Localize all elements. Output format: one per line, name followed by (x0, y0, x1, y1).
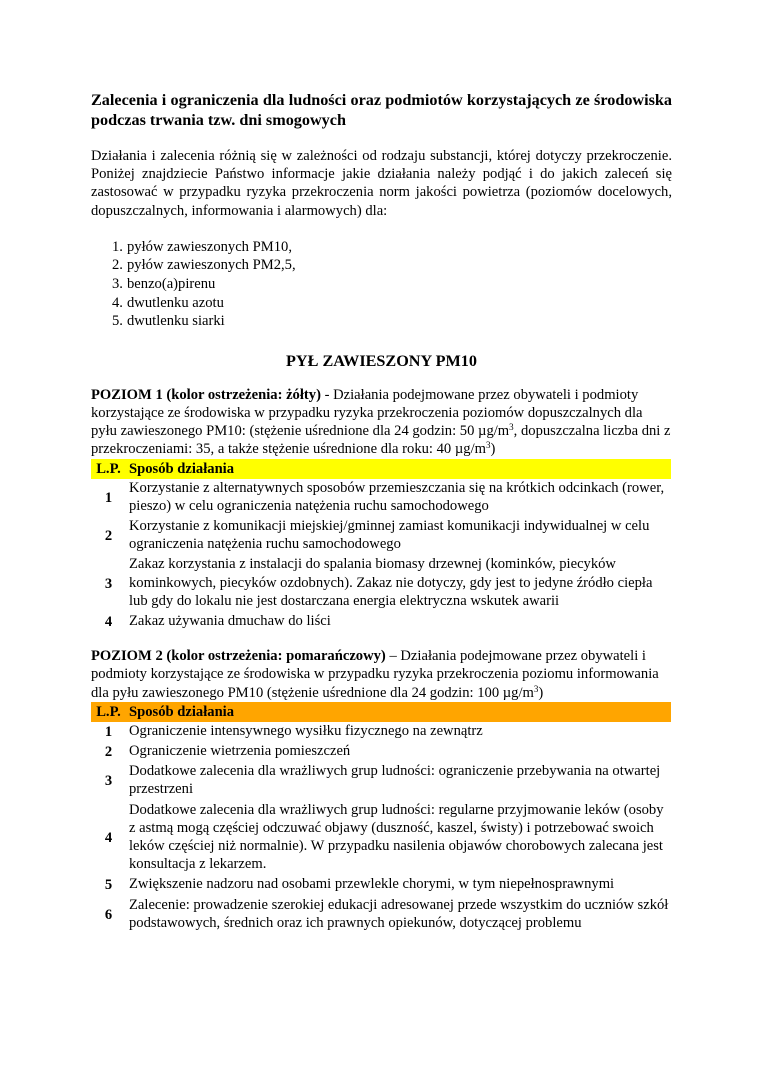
column-header-lp: L.P. (91, 459, 126, 479)
row-number: 4 (104, 614, 113, 631)
document-title: Zalecenia i ograniczenia dla ludności oraz podmiotów korzystających ze środowiska podczas trwania tzw. dni smogowych (91, 91, 672, 129)
table-row (91, 762, 671, 800)
table-row (91, 612, 671, 632)
row-action-text: Ograniczenie intensywnego wysiłku fizycznego na zewnątrz (129, 722, 483, 739)
level1-sup-a: 3 (509, 422, 514, 433)
row-action-text: Korzystanie z komunikacji miejskiej/gminnej zamiast komunikacji indywidualnej w celu ograniczenia natężenia ruchu samochodowego (129, 518, 650, 553)
list-item-number: 3. (112, 276, 123, 292)
table-row (91, 722, 671, 742)
row-action-text: Zalecenie: prowadzenie szerokiej edukacji adresowanej przede wszystkim do uczniów szkół podstawowych, średnich oraz ich prawnych opiekunów, dotyczącej problemu (129, 896, 669, 931)
row-action-text: Ograniczenie wietrzenia pomieszczeń (129, 743, 351, 760)
table-row (91, 875, 671, 895)
list-item (91, 275, 672, 294)
list-item-label: pyłów zawieszonych PM10, (127, 238, 292, 255)
level2-heading: POZIOM 2 (kolor ostrzeżenia: pomarańczowy) (91, 648, 386, 665)
row-action-text: Zakaz korzystania z instalacji do spalania biomasy drzewnej (kominków, piecyków kominkowych, piecyków ozdobnych). Zakaz nie dotyczy, gdy jest to jedyne źródło ciepła lub gdy do lokalu nie jest dostarczana energia elektryczna wskutek awarii (129, 556, 653, 609)
intro-paragraph: Działania i zalecenia różnią się w zależności od rodzaju substancji, której dotyczy przekroczenie. Poniżej znajdziecie Państwo informacje jakie działania należy podjąć i do jakich zaleceń się zastosować w przypadku ryzyka przekroczenia norm jakości powietrza (poziomów docelowych, dopuszczalnych, informowania i alarmowych) dla: (91, 148, 672, 219)
level1-desc-part-a: - Działania podejmowane przez obywateli i podmioty korzystające ze środowiska w przypadku ryzyka przekroczenia poziomów dopuszczalnych dla pyłu zawieszonego PM10: (stężenie uśrednione dla 24 godzin: 50 µg/m (91, 386, 643, 440)
table-row (91, 517, 671, 555)
row-number: 4 (104, 829, 113, 846)
level1-sup-b: 3 (486, 440, 491, 451)
list-item-label: benzo(a)pirenu (127, 276, 216, 292)
list-item-label: dwutlenku siarki (127, 313, 225, 330)
level1-heading: POZIOM 1 (kolor ostrzeżenia: żółty) (91, 386, 321, 403)
row-number: 2 (104, 528, 113, 545)
level2-desc-part-c: ) (538, 684, 544, 701)
table-row (91, 479, 671, 517)
table-header-row (91, 702, 671, 722)
table-header-row (91, 459, 671, 479)
row-number: 6 (104, 906, 113, 923)
row-number: 3 (104, 575, 113, 592)
list-item-number: 5. (112, 313, 123, 330)
list-item (91, 312, 672, 331)
table-row (91, 896, 671, 934)
level2-desc-part-a: – Działania podejmowane przez obywateli i podmioty korzystające ze środowiska w przypadku ryzyka przekroczenia poziomu informowania dla pyłu zawieszonego PM10 (stężenie uśrednione dla 24 godzin: 100 µg/m (91, 648, 659, 701)
list-item-number: 1. (112, 238, 123, 255)
document-page (91, 90, 672, 934)
level1-actions-table (91, 459, 671, 633)
row-number: 3 (104, 773, 113, 790)
level1-description (91, 386, 672, 459)
list-item (91, 256, 672, 275)
list-item (91, 294, 672, 313)
list-item-number: 2. (112, 257, 123, 274)
row-action-text: Korzystanie z alternatywnych sposobów przemieszczania się na krótkich odcinkach (rower, pieszo) w celu ograniczenia natężenia ruchu samochodowego (129, 479, 665, 514)
level2-actions-table (91, 702, 671, 934)
row-action-text: Zakaz używania dmuchaw do liści (129, 613, 331, 630)
substance-list (91, 238, 672, 331)
row-action-text: Zwiększenie nadzoru nad osobami przewlekle chorymi, w tym niepełnosprawnymi (129, 876, 615, 893)
table-row (91, 555, 671, 612)
row-number: 5 (104, 877, 113, 894)
section-title: PYŁ ZAWIESZONY PM10 (286, 351, 477, 370)
table-row (91, 742, 671, 762)
column-header-action: Sposób działania (126, 702, 671, 722)
level2-description (91, 647, 672, 702)
level2-sup-a: 3 (533, 683, 539, 694)
row-action-text: Dodatkowe zalecenia dla wrażliwych grup ludności: regularne przyjmowanie leków (osoby z astmą mogą częściej odczuwać objawy (duszność, kaszel, świsty) i potrzebować swoich leków częściej niż normalnie). W przypadku nasilenia objawów chorobowych zalecana jest konsultacja z lekarzem. (129, 801, 664, 873)
list-item-number: 4. (112, 294, 123, 311)
row-number: 2 (104, 744, 113, 761)
level1-desc-part-c: ) (490, 441, 496, 458)
row-number: 1 (104, 723, 113, 740)
column-header-action: Sposób działania (126, 459, 671, 479)
list-item-label: dwutlenku azotu (127, 294, 224, 311)
table-row (91, 801, 671, 876)
row-action-text: Dodatkowe zalecenia dla wrażliwych grup ludności: ograniczenie przebywania na otwartej przestrzeni (129, 763, 661, 798)
column-header-lp: L.P. (91, 702, 126, 722)
level1-desc-part-b: , dopuszczalna liczba dni z przekroczeniami: 35, a także stężenie uśrednione dla roku: 40 µg/m (91, 423, 671, 458)
list-item-label: pyłów zawieszonych PM2,5, (127, 257, 296, 274)
row-number: 1 (104, 489, 113, 506)
list-item (91, 238, 672, 257)
